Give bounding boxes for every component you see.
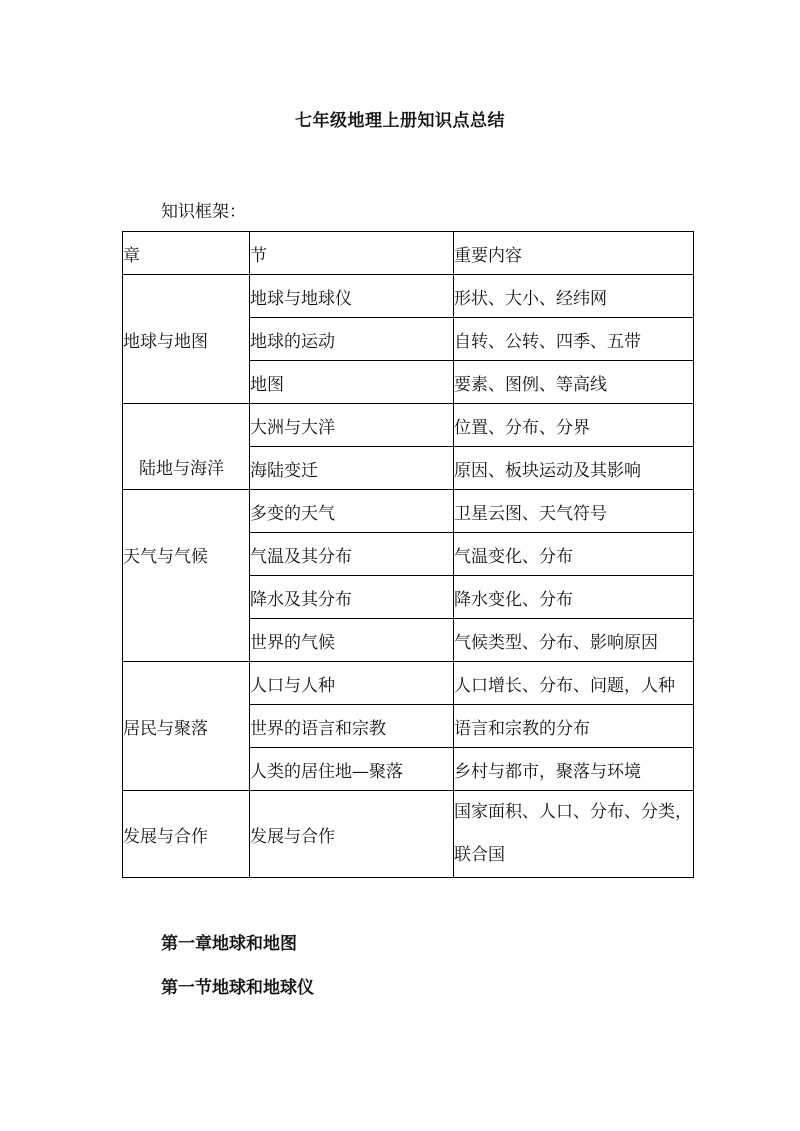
section-cell: 大洲与大洋 [250,404,454,447]
content-cell: 原因、板块运动及其影响 [454,447,694,490]
content-cell: 降水变化、分布 [454,576,694,619]
section-cell: 地球的运动 [250,318,454,361]
section-cell: 多变的天气 [250,490,454,533]
content-cell: 人口增长、分布、问题，人种 [454,662,694,705]
content-cell: 位置、分布、分界 [454,404,694,447]
column-header-content: 重要内容 [454,232,694,275]
section-cell: 地球与地球仪 [250,275,454,318]
section-cell: 发展与合作 [250,791,454,878]
content-cell: 自转、公转、四季、五带 [454,318,694,361]
chapter-cell: 居民与聚落 [123,662,250,791]
column-header-section: 节 [250,232,454,275]
content-cell: 要素、图例、等高线 [454,361,694,404]
section-heading: 第一节地球和地球仪 [161,978,314,998]
content-cell: 语言和宗教的分布 [454,705,694,748]
table-row [123,490,694,533]
section-cell: 人类的居住地—聚落 [250,748,454,791]
table-row [123,791,694,878]
chapter-cell: 陆地与海洋 [123,404,250,490]
section-cell: 降水及其分布 [250,576,454,619]
chapter-cell: 地球与地图 [123,275,250,404]
framework-label: 知识框架： [161,202,246,222]
content-cell: 乡村与都市，聚落与环境 [454,748,694,791]
content-cell: 形状、大小、经纬网 [454,275,694,318]
table-header-row [123,232,694,275]
table-row [123,404,694,447]
section-cell: 世界的语言和宗教 [250,705,454,748]
content-cell: 国家面积、人口、分布、分类，联合国 [454,791,694,878]
table-row [123,662,694,705]
section-cell: 世界的气候 [250,619,454,662]
knowledge-framework-table [122,231,694,878]
document-title: 七年级地理上册知识点总结 [295,111,505,131]
content-cell: 卫星云图、天气符号 [454,490,694,533]
table-row [123,275,694,318]
column-header-chapter: 章 [123,232,250,275]
content-cell: 气温变化、分布 [454,533,694,576]
chapter-cell: 天气与气候 [123,490,250,662]
section-cell: 气温及其分布 [250,533,454,576]
section-cell: 海陆变迁 [250,447,454,490]
section-cell: 地图 [250,361,454,404]
chapter-cell: 发展与合作 [123,791,250,878]
chapter-heading: 第一章地球和地图 [161,934,297,954]
section-cell: 人口与人种 [250,662,454,705]
content-cell: 气候类型、分布、影响原因 [454,619,694,662]
